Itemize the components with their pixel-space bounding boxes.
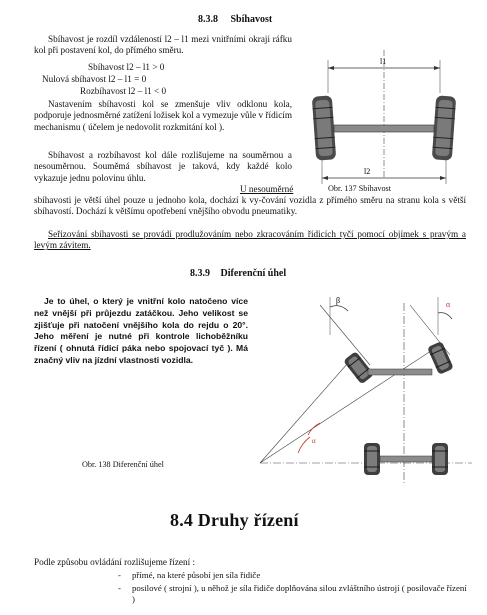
formula-sbihavost: Sbíhavost l2 – l1 > 0	[88, 62, 165, 72]
list-item-text: posilové ( strojní ), u něhož je síla řidiče doplňována silou zvláštního ústrojí ( posilovače řízení )	[132, 583, 467, 604]
figure-137-toe-diagram	[300, 38, 470, 186]
section-8-4-heading: 8.4 Druhy řízení	[170, 510, 299, 530]
figure-138-differential-angle-diagram	[250, 285, 475, 485]
arrow-l2-left	[322, 176, 328, 180]
angle-arc-alpha	[438, 313, 452, 319]
right-wheel	[432, 95, 456, 160]
sbihavost-paragraph-3-cont: sbíhavosti je větší úhel pouze u jednoho kola, dochází k vy-čování vozidla z přímého směru na stranu kola s větší sbíhavostí. Dochází k většímu opotřebení vnějšího obvodu pneumatiky.	[34, 195, 466, 217]
axle-beam	[334, 125, 434, 132]
label-l2: l2	[364, 167, 371, 176]
label-beta: β	[336, 296, 341, 305]
front-axle	[368, 369, 432, 375]
formula-rozbihavost: Rozbíhavost l2 – l1 < 0	[80, 86, 167, 96]
paragraph-3-start: Sbíhavost a rozbíhavost kol dále rozlišujeme na souměrnou a nesouměrnou. Souměmá sbíhavost je taková, kdy každé kolo vykazuje jednu polovinu úhlu.	[34, 150, 292, 183]
rear-right-wheel	[432, 443, 448, 475]
sbihavost-definition: Sbíhavost je rozdíl vzdáleností l2 – l1 mezi vnitřními okraji ráfku kol při postavení kol, do přímého směru.	[34, 34, 292, 56]
rear-axle	[380, 456, 432, 462]
paragraph-3-underlined: U nesouměrné	[240, 184, 294, 194]
serizovani-paragraph: Seřizování sbíhavosti se provádí prodlužováním nebo zkracováním řídicích tyčí pomocí objímek s pravým a levým závitem.	[34, 229, 466, 251]
label-alpha-lower: α	[312, 437, 316, 445]
front-left-wheel	[343, 351, 374, 384]
section-8-3-8-heading	[198, 14, 272, 25]
radial-line-inner	[260, 355, 355, 463]
list-item	[118, 570, 470, 581]
figure-137-caption: Obr. 137 Sbíhavost	[328, 184, 392, 193]
inner-wheel-axis	[320, 305, 370, 365]
formula-nulova: Nulová sbíhavost l2 – l1 = 0	[42, 74, 147, 84]
red-arc-bottom	[298, 437, 310, 453]
arrow-l1-left	[328, 66, 334, 70]
figure-138-caption: Obr. 138 Diferenční úhel	[82, 460, 164, 469]
label-alpha: α	[446, 300, 451, 309]
diferencni-uhel-paragraph: Je to úhel, o který je vnitřní kolo natočeno více než vnější při průjezdu zatáčkou. Jeho velikost se zjišťuje při natočení vnějšího kola do rejdu o 20°. Jeho měření je nutné při kontrole lichoběžníku řízení ( ohnutá řídicí páka nebo spojovací tyč ). Má značný vliv na jízdní vlastnosti vozidla.	[34, 296, 248, 365]
section-8-3-9-heading	[190, 268, 286, 279]
section-number: 8.3.9	[190, 268, 210, 279]
rear-left-wheel	[364, 443, 380, 475]
section-number: 8.3.8	[198, 14, 218, 25]
section-title: Diferenční úhel	[220, 268, 287, 279]
list-dash: -	[118, 570, 121, 580]
sbihavost-paragraph-3	[34, 150, 292, 184]
list-item-text: přímé, na které působí jen síla řidiče	[132, 570, 261, 580]
arrow-l2-right	[440, 176, 446, 180]
section-title: Sbíhavost	[230, 14, 273, 25]
angle-arc-beta	[330, 306, 348, 311]
list-dash: -	[118, 583, 121, 593]
sbihavost-paragraph-2: Nastavením sbíhavosti kol se zmenšuje vliv odklonu kola, podporuje jednosměrné zatížení ložisek kol a vymezuje vůle v řídicím mechanismu ( účelem je nedovolit rozkmitání kol ).	[34, 99, 292, 132]
druhy-rizeni-intro: Podle způsobu ovládání rozlišujeme řízení :	[34, 557, 195, 567]
list-item	[118, 583, 470, 605]
arrow-l1-right	[434, 66, 440, 70]
left-wheel	[312, 95, 336, 160]
label-l1: l1	[380, 57, 387, 66]
